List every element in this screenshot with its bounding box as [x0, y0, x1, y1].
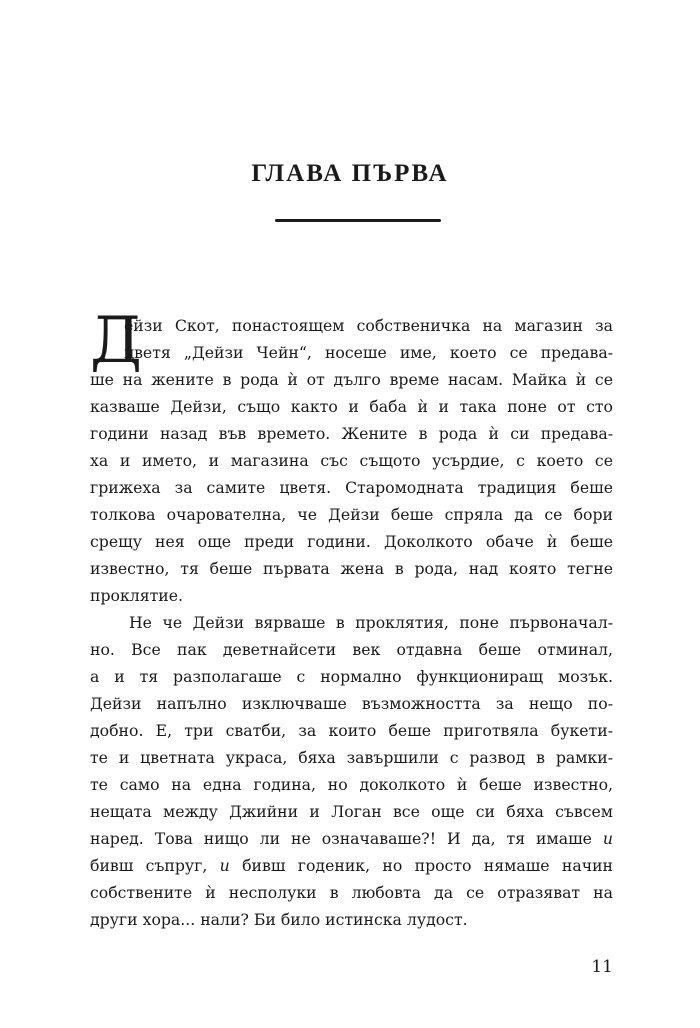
text-line: те и цветната украса, бяха завършили с развод в рамки- — [90, 748, 613, 767]
text-run: бивш съпруг, — [90, 856, 220, 875]
text-run: наред. Това нищо ли не означаваше?! И да, тя имаше — [90, 829, 603, 848]
text-line: ха и името, и магазина със същото усърдие, с което се — [90, 451, 613, 470]
text-line: нещата между Джийни и Логан все още си бяха съвсем — [90, 802, 613, 821]
text-line: Дейзи напълно изключваше възможността за нещо по- — [90, 694, 613, 713]
text-line: цветя „Дейзи Чейн“, носеше име, което се предава- — [124, 343, 613, 362]
text-line: грижеха за самите цветя. Старомодната традиция беше — [90, 478, 613, 497]
text-line: проклятие. — [90, 586, 184, 605]
text-line: Не че Дейзи вярваше в проклятия, поне първоначал- — [129, 613, 613, 632]
text-line: а и тя разполагаше с нормално функциониращ мозък. — [90, 667, 613, 686]
text-line: те само на една година, но доколкото ѝ беше известно, — [90, 775, 613, 794]
text-line: собствените ѝ несполуки в любовта да се отразяват на — [90, 883, 613, 902]
text-line — [90, 852, 613, 879]
text-line: но. Все пак деветнайсети век отдавна беше отминал, — [90, 640, 613, 659]
emphasis-text: и — [602, 829, 613, 848]
text-run: бивш годеник, но просто нямаше начин — [229, 856, 613, 875]
text-line: казваше Дейзи, също както и баба ѝ и така поне от сто — [90, 397, 613, 416]
drop-cap: Д — [90, 304, 143, 378]
text-line: други хора... нали? Би било истинска лудост. — [90, 910, 468, 929]
text-line: ейзи Скот, понастоящем собственичка на магазин за — [124, 316, 613, 335]
body-text — [90, 304, 613, 933]
text-line — [90, 825, 613, 852]
page-number: 11 — [591, 957, 613, 977]
text-line: добно. Е, три сватби, за които беше приготвяла букети- — [90, 721, 613, 740]
text-line: години назад във времето. Жените в рода ѝ си предава- — [90, 424, 613, 443]
text-line: ше на жените в рода ѝ от дълго време насам. Майка ѝ се — [90, 370, 613, 389]
text-line: толкова очарователна, че Дейзи беше спряла да се бори — [90, 505, 613, 524]
text-line: срещу нея още преди години. Доколкото обаче ѝ беше — [90, 532, 613, 551]
chapter-title: ГЛАВА ПЪРВА — [251, 160, 449, 187]
text-line: известно, тя беше първата жена в рода, над която тегне — [90, 559, 613, 578]
emphasis-text: и — [219, 856, 230, 875]
title-divider — [275, 219, 441, 222]
